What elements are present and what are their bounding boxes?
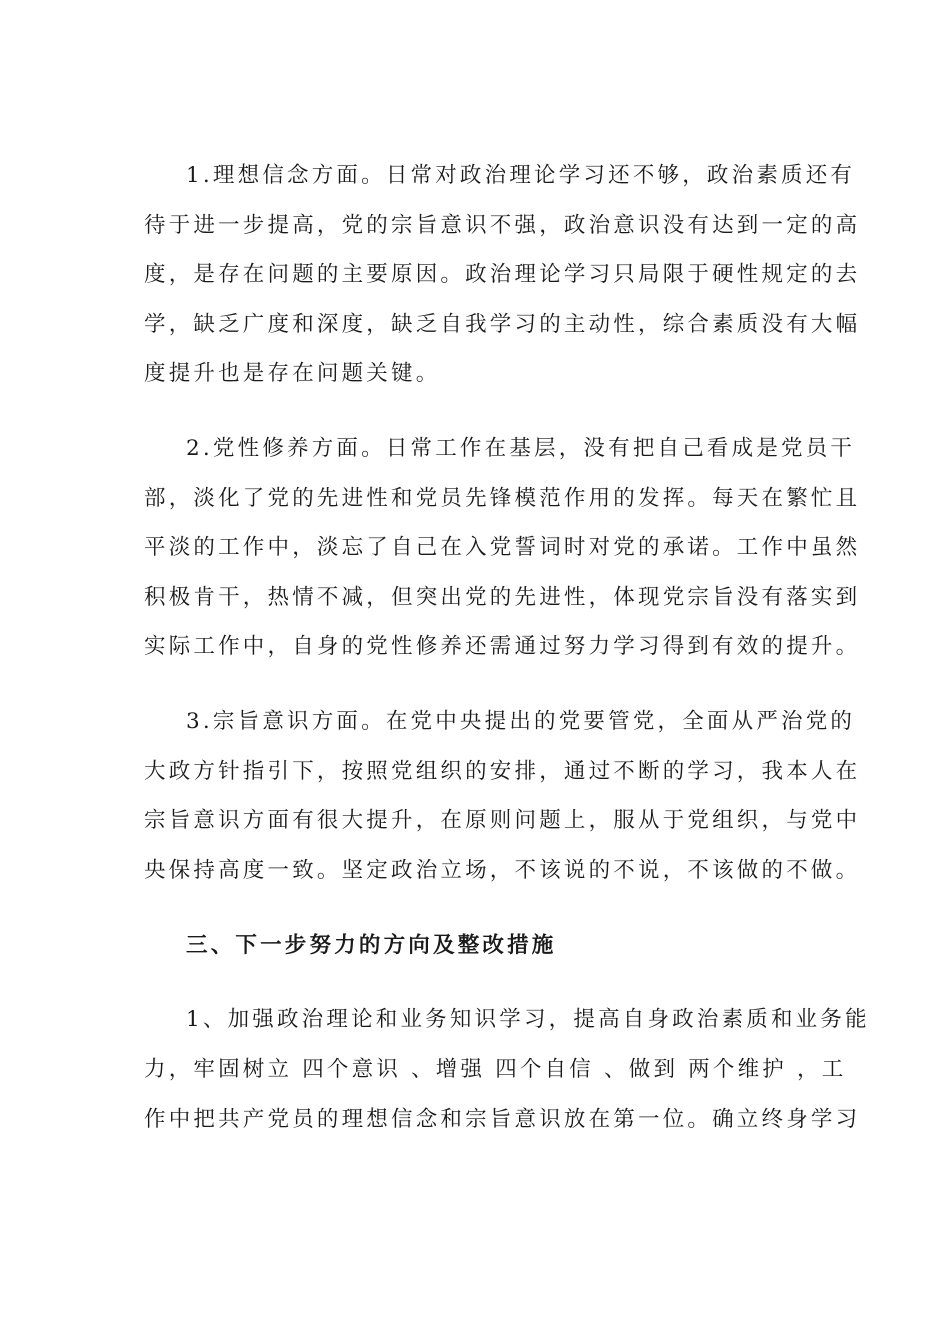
paragraph-line: 宗旨意识方面有很大提升，在原则问题上，服从于党组织，与党中 [144,808,861,833]
paragraph-line: 1、加强政治理论和业务知识学习，提高自身政治素质和业务能 [186,1007,870,1032]
paragraph-line: 力，牢固树立 四个意识 、增强 四个自信 、做到 两个维护 ，工 [144,1057,847,1082]
paragraph-line: 2.党性修养方面。日常工作在基层，没有把自己看成是党员干 [186,436,856,461]
paragraph-line: 待于进一步提高，党的宗旨意识不强，政治意识没有达到一定的高 [144,213,861,238]
paragraph-line: 平淡的工作中，淡忘了自己在入党誓词时对党的承诺。工作中虽然 [144,535,861,560]
section-heading: 三、下一步努力的方向及整改措施 [186,933,557,958]
paragraph-line: 1.理想信念方面。日常对政治理论学习还不够，政治素质还有 [186,163,856,188]
paragraph-line: 积极肯干，热情不减，但突出党的先进性，体现党宗旨没有落实到 [144,585,861,610]
paragraph-line: 部，淡化了党的先进性和党员先锋模范作用的发挥。每天在繁忙且 [144,486,861,511]
paragraph-line: 学，缺乏广度和深度，缺乏自我学习的主动性，综合素质没有大幅 [144,312,861,337]
paragraph-line: 作中把共产党员的理想信念和宗旨意识放在第一位。确立终身学习 [144,1107,861,1132]
paragraph-line: 3.宗旨意识方面。在党中央提出的党要管党，全面从严治党的 [186,709,856,734]
paragraph-line: 实际工作中，自身的党性修养还需通过努力学习得到有效的提升。 [144,634,861,659]
paragraph-line: 度提升也是存在问题关键。 [144,361,441,386]
paragraph-line: 大政方针指引下，按照党组织的安排，通过不断的学习，我本人在 [144,759,861,784]
paragraph-line: 央保持高度一致。坚定政治立场，不该说的不说，不该做的不做。 [144,858,861,883]
paragraph-line: 度，是存在问题的主要原因。政治理论学习只局限于硬性规定的去 [144,262,861,287]
